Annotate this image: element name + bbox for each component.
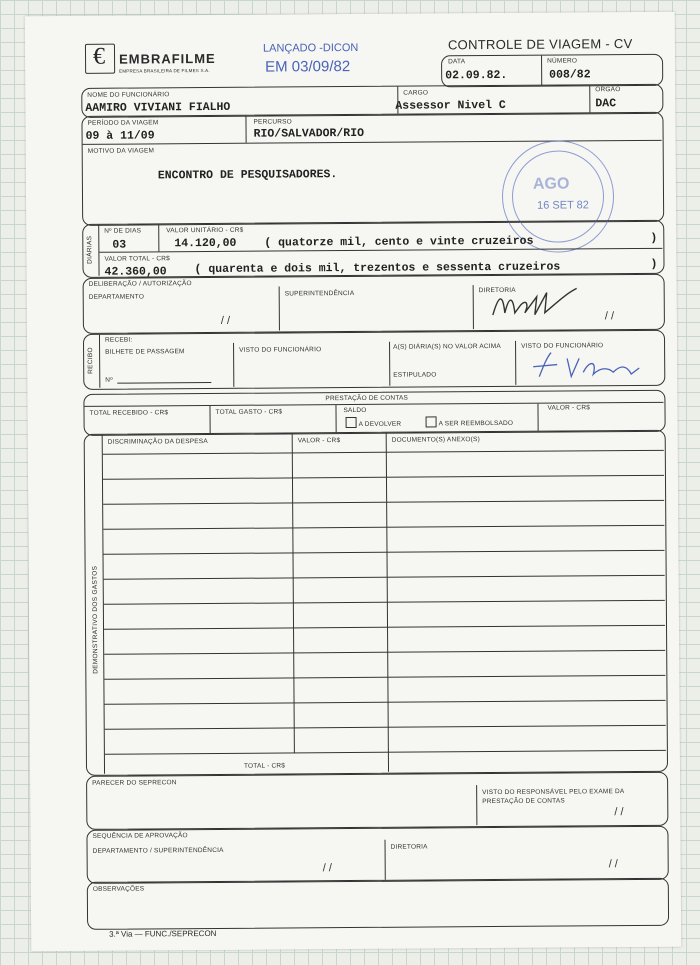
label-n-dias: Nº DE DIAS — [104, 227, 142, 235]
approval-board-date: / / — [608, 858, 618, 871]
logo-e-icon: € — [92, 43, 106, 70]
label-sequencia: SEQUÊNCIA DE APROVAÇÃO — [92, 832, 188, 840]
label-saldo: SALDO — [343, 406, 367, 415]
label-discriminacao: DISCRIMINAÇÃO DA DESPESA — [107, 438, 208, 446]
unit-value-words: ( quatorze mil, cento e vinte cruzeiros — [264, 234, 534, 250]
label-total-gasto: TOTAL GASTO - CR$ — [215, 408, 283, 416]
total-value-close: ) — [650, 257, 658, 271]
trip-purpose: ENCONTRO DE PESQUISADORES. — [157, 168, 338, 183]
label-visto-funcionario: VISTO DO FUNCIONÁRIO — [239, 346, 322, 354]
employee-role: Assessor Nivel C — [395, 98, 506, 113]
unit-value-close: ) — [650, 231, 658, 245]
label-documentos: DOCUMENTO(S) ANEXO(S) — [391, 436, 480, 444]
label-observacoes: OBSERVAÇÕES — [92, 885, 145, 893]
total-value-words: ( quarenta e dois mil, trezentos e sessenta cruzeiros — [194, 260, 561, 277]
form-number: 008/82 — [549, 68, 591, 82]
label-parecer: PARECER DO SEPRECON — [92, 779, 177, 787]
brand-subtitle: EMPRESA BRASILEIRA DE FILMES S.A. — [119, 67, 210, 74]
form-date: 02.09.82. — [445, 68, 508, 83]
stamp-month: AGO — [532, 175, 570, 193]
label-recebi: RECEBI: — [104, 336, 133, 344]
trip-route: RIO/SALVADOR/RIO — [253, 126, 365, 141]
employee-department: DAC — [595, 97, 617, 111]
expense-rows — [25, 12, 675, 17]
label-orgao: ÓRGÃO — [595, 86, 621, 94]
label-numero: NÚMERO — [547, 57, 578, 65]
label-superintendencia: SUPERINTENDÊNCIA — [284, 289, 355, 298]
label-motivo: MOTIVO DA VIAGEM — [87, 147, 155, 155]
label-prestacao: PRESTAÇÃO DE CONTAS — [325, 394, 409, 403]
brand-name: EMBRAFILME — [118, 50, 216, 67]
label-demonstrativo: DEMONSTRATIVO DOS GASTOS — [91, 565, 100, 674]
days-count: 03 — [112, 238, 127, 252]
notes-box — [87, 878, 669, 930]
review-date: / / — [614, 806, 624, 819]
director-signature — [485, 274, 605, 325]
employee-name: AAMIRO VIVIANI FIALHO — [85, 100, 231, 115]
label-percurso: PERCURSO — [253, 118, 292, 126]
checkbox-a-ser-reembolsado[interactable] — [426, 416, 437, 427]
trip-period: 09 à 11/09 — [85, 129, 155, 143]
employee-signature — [527, 342, 657, 383]
label-recibo: RECIBO — [87, 347, 95, 374]
label-data: DATA — [448, 58, 466, 66]
label-a-devolver: A DEVOLVER — [358, 420, 402, 428]
label-valor-saldo: VALOR - CR$ — [547, 404, 591, 412]
total-value: 42.360,00 — [104, 265, 167, 279]
label-dep-super: DEPARTAMENTO / SUPERINTENDÊNCIA — [92, 846, 224, 855]
label-periodo: PERÍODO DA VIAGEM — [87, 119, 159, 127]
stamp-date: 16 SET 82 — [537, 199, 589, 212]
label-numero-bilhete: Nº — [105, 376, 113, 384]
copy-destination: 3.ª Via — FUNC./SEPRECON — [109, 928, 217, 939]
label-deliberacao: DELIBERAÇÃO / AUTORIZAÇÃO — [88, 280, 192, 288]
label-total: TOTAL - CR$ — [243, 762, 286, 770]
label-cargo: CARGO — [403, 89, 429, 97]
label-valor-unitario: VALOR UNITÁRIO - CR$ — [166, 226, 244, 235]
checkbox-a-devolver[interactable] — [346, 417, 357, 428]
label-nome: NOME DO FUNCIONÁRIO — [87, 91, 170, 99]
travel-control-form — [25, 12, 682, 952]
label-valor-col: VALOR - CR$ — [297, 437, 341, 445]
label-diretoria-2: DIRETORIA — [390, 843, 428, 851]
label-bilhete: BILHETE DE PASSAGEM — [105, 348, 185, 356]
label-diarias: DIÁRIAS — [86, 235, 94, 264]
label-a-ser-reembolsado: A SER REEMBOLSADO — [438, 419, 514, 428]
label-valor-total: VALOR TOTAL - CR$ — [104, 255, 170, 263]
label-diarias-valor: A(S) DIÁRIA(S) NO VALOR ACIMA — [393, 342, 501, 351]
label-estipulado: ESTIPULADO — [393, 371, 437, 379]
label-departamento: DEPARTAMENTO — [88, 293, 145, 301]
label-diretoria: DIRETORIA — [478, 286, 516, 295]
posting-stamp-line1: LANÇADO -DICON — [262, 41, 359, 55]
form-title: CONTROLE DE VIAGEM - CV — [447, 36, 633, 53]
label-visto-responsavel: VISTO DO RESPONSÁVEL PELO EXAME DA PRESTAÇÃO DE CONTAS — [482, 788, 625, 806]
unit-value: 14.120,00 — [174, 236, 237, 251]
posting-stamp-line2: EM 03/09/82 — [265, 58, 351, 76]
approval-dept-date: / / — [322, 862, 332, 875]
board-date: / / — [604, 310, 615, 323]
label-total-recebido: TOTAL RECEBIDO - CR$ — [89, 409, 169, 417]
label-visto-funcionario-2: VISTO DO FUNCIONÁRIO — [521, 342, 604, 350]
dept-date: / / — [220, 314, 231, 327]
